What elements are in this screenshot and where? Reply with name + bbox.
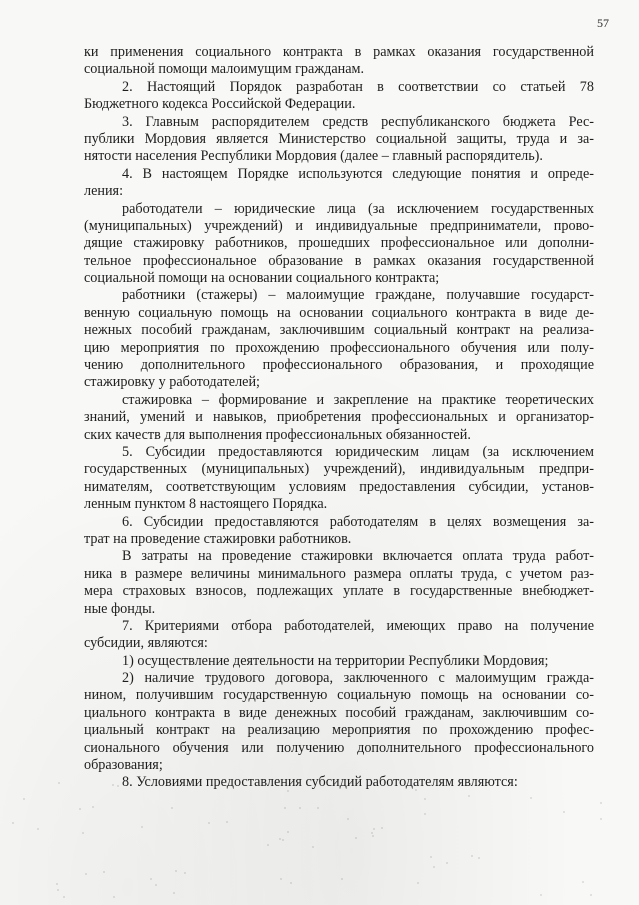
text-line: нежных пособий гражданам, заключившим социальный контракт на реализа- xyxy=(84,322,594,339)
scan-noise xyxy=(582,881,584,883)
scan-noise xyxy=(540,894,542,896)
text-line: ника в размере величины минимального размера оплаты труда, с учетом раз- xyxy=(84,565,594,582)
text-line: циальный контракт на реализацию мероприятия по прохождению профес- xyxy=(84,722,594,739)
text-line: дящие стажировку работников, прошедших профессиональное или дополни- xyxy=(84,235,594,252)
text-line: мера страховых взносов, подлежащих уплате в государственные внебюджет- xyxy=(84,583,594,600)
scan-noise xyxy=(208,822,210,824)
text-line: 3. Главным распорядителем средств республиканского бюджета Рес- xyxy=(122,113,594,130)
text-line: ленным пунктом 8 настоящего Порядка. xyxy=(84,496,328,513)
paragraph xyxy=(84,79,594,114)
text-line: 7. Критериями отбора работодателей, имеющих право на получение xyxy=(122,617,594,634)
scan-noise xyxy=(226,821,228,823)
scan-noise xyxy=(433,866,435,868)
text-line: венную социальную помощь на основании социального контракта в виде де- xyxy=(84,304,594,321)
scan-noise xyxy=(600,802,602,804)
text-line: тельное профессиональное образование в рамках оказания государственной xyxy=(84,252,594,269)
scan-noise xyxy=(424,813,426,815)
text-line: 6. Субсидии предоставляются работодателям в целях возмещения за- xyxy=(122,513,594,530)
text-line: нином, получившим государственную социальную помощь на основании со- xyxy=(84,687,594,704)
text-line: работники (стажеры) – малоимущие граждане, получавшие государст- xyxy=(122,287,594,304)
text-line: (муниципальных) учреждений) и индивидуальные предприниматели, прово- xyxy=(84,217,594,234)
scan-noise xyxy=(141,826,143,828)
scan-noise xyxy=(284,807,286,809)
paragraph xyxy=(84,444,594,514)
scan-noise xyxy=(58,782,60,784)
scan-noise xyxy=(312,846,314,848)
scan-noise xyxy=(103,871,105,873)
paragraph xyxy=(84,548,594,618)
paragraph xyxy=(84,392,594,444)
scan-noise xyxy=(430,856,432,858)
text-line: ления: xyxy=(84,183,124,200)
scan-noise xyxy=(23,798,25,800)
scan-noise xyxy=(63,896,65,898)
paragraph xyxy=(84,44,594,79)
text-line: ских качеств для выполнения профессиональных обязанностей. xyxy=(84,426,471,443)
scan-noise xyxy=(341,878,343,880)
text-line: нимателям, соответствующим условиям предоставления субсидии, установ- xyxy=(84,478,594,495)
text-line: публики Мордовия является Министерство социальной защиты, труда и за- xyxy=(84,130,594,147)
scan-noise xyxy=(171,807,173,809)
scan-noise xyxy=(381,827,383,829)
document-body xyxy=(84,44,594,792)
text-line: социальной помощи на основании социального контракта; xyxy=(84,270,440,287)
scan-noise xyxy=(85,873,87,875)
text-line: субсидии, являются: xyxy=(84,635,208,652)
text-line: 1) осуществление деятельности на территории Республики Мордовия; xyxy=(122,652,549,669)
paragraph xyxy=(84,774,594,791)
scan-noise xyxy=(372,835,374,837)
scan-noise xyxy=(267,844,269,846)
text-line: стажировка – формирование и закрепление на практике теоретических xyxy=(122,391,594,408)
text-line: работодатели – юридические лица (за исключением государственных xyxy=(122,200,594,217)
scan-noise xyxy=(371,832,373,834)
scan-noise xyxy=(290,882,292,884)
scan-noise xyxy=(57,889,59,891)
scan-noise xyxy=(563,811,565,813)
text-line: 4. В настоящем Порядке используются следующие понятия и опреде- xyxy=(122,165,594,182)
scan-noise xyxy=(415,789,417,791)
paragraph xyxy=(84,514,594,549)
scan-noise xyxy=(184,872,186,874)
text-line: В затраты на проведение стажировки включается оплата труда работ- xyxy=(122,548,594,565)
text-line: цию мероприятия по прохождению профессионального обучения или полу- xyxy=(84,339,594,356)
paragraph xyxy=(84,114,594,166)
text-line: сионального обучения или получению дополнительного профессионального xyxy=(84,739,594,756)
scan-noise xyxy=(355,837,357,839)
scan-noise xyxy=(117,785,119,787)
scan-noise xyxy=(150,878,152,880)
scan-noise xyxy=(478,857,480,859)
text-line: циального контракта в виде денежных пособий гражданам, заключившим со- xyxy=(84,704,594,721)
text-line: 5. Субсидии предоставляются юридическим лицам (за исключением xyxy=(122,443,594,460)
text-line: социальной помощи малоимущим гражданам. xyxy=(84,61,365,78)
scan-noise xyxy=(56,883,58,885)
page-number: 57 xyxy=(597,16,609,30)
scan-noise xyxy=(287,831,289,833)
scan-noise xyxy=(287,790,289,792)
text-line: 2) наличие трудового договора, заключенного с малоимущим гражда- xyxy=(122,670,594,687)
text-line: Бюджетного кодекса Российской Федерации. xyxy=(84,96,356,113)
scan-noise xyxy=(175,870,177,872)
scan-noise xyxy=(112,784,114,786)
scan-noise xyxy=(113,896,115,898)
text-line: знаний, умений и навыков, приобретения профессиональных и организатор- xyxy=(84,409,594,426)
text-line: государственных (муниципальных) учреждений), индивидуальным предпри- xyxy=(84,461,594,478)
paragraph xyxy=(84,670,594,774)
scan-noise xyxy=(590,894,592,896)
scan-noise xyxy=(92,806,94,808)
scan-noise xyxy=(280,878,282,880)
paragraph xyxy=(84,201,594,288)
scan-noise xyxy=(279,838,281,840)
scan-noise xyxy=(471,855,473,857)
scan-noise xyxy=(373,828,375,830)
scan-noise xyxy=(82,832,84,834)
paragraph xyxy=(84,618,594,653)
scan-noise xyxy=(79,808,81,810)
text-line: 2. Настоящий Порядок разработан в соответствии со статьей 78 xyxy=(122,78,594,95)
text-line: ки применения социального контракта в рамках оказания государственной xyxy=(84,44,594,60)
text-line: нятости населения Республики Мордовия (далее – главный распорядитель). xyxy=(84,148,543,165)
paragraph xyxy=(84,166,594,201)
scan-noise xyxy=(299,807,301,809)
scan-noise xyxy=(600,818,602,820)
scan-noise xyxy=(417,882,419,884)
scan-noise xyxy=(282,839,284,841)
text-line: образования; xyxy=(84,757,163,774)
scan-noise xyxy=(12,822,14,824)
paragraph xyxy=(84,287,594,391)
scan-noise xyxy=(446,862,448,864)
text-line: трат на проведение стажировки работников. xyxy=(84,530,352,547)
scan-noise xyxy=(317,807,319,809)
text-line: чению дополнительного профессионального образования, и проходящие xyxy=(84,357,594,374)
scan-noise xyxy=(155,884,157,886)
scan-noise xyxy=(424,798,426,800)
scan-noise xyxy=(347,818,349,820)
text-line: стажировку у работодателей; xyxy=(84,374,260,391)
text-line: 8. Условиями предоставления субсидий работодателям являются: xyxy=(122,774,518,791)
paragraph xyxy=(84,653,594,670)
scan-noise xyxy=(37,828,39,830)
scan-noise xyxy=(468,795,470,797)
scan-noise xyxy=(530,797,532,799)
scan-noise xyxy=(351,782,353,784)
scan-noise xyxy=(173,892,175,894)
text-line: ные фонды. xyxy=(84,600,156,617)
